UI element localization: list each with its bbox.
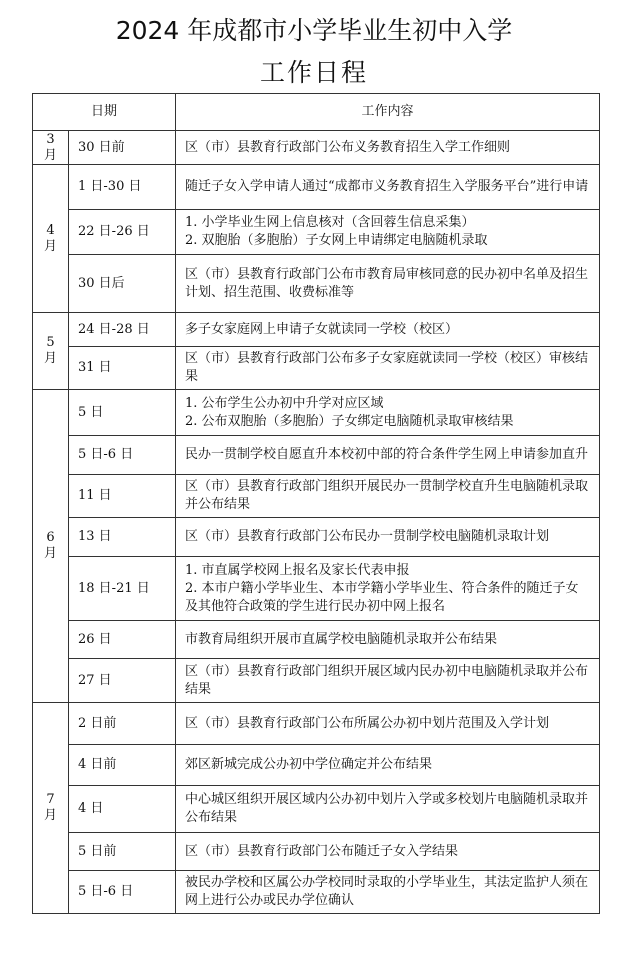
table-row xyxy=(33,313,600,347)
content-line: 区（市）县教育行政部门公布所属公办初中划片范围及入学计划 xyxy=(185,715,550,731)
document-title-line-2: 工作日程 xyxy=(259,58,368,87)
table-row xyxy=(33,745,600,786)
date-cell: 1 日-30 日 xyxy=(69,165,176,210)
table-header-row xyxy=(33,94,600,131)
content-line: 郊区新城完成公办初中学位确定并公布结果 xyxy=(185,757,433,772)
table-row xyxy=(33,871,600,914)
table-row xyxy=(33,165,600,210)
table-row xyxy=(33,786,600,833)
month-label: 3 月 xyxy=(43,131,57,163)
content-cell xyxy=(176,786,600,833)
content-cell xyxy=(176,703,600,745)
date-cell: 5 日 xyxy=(69,390,176,436)
content-line: 1. 公布学生公办初中升学对应区域 xyxy=(185,395,384,411)
content-line: 2. 公布双胞胎（多胞胎）子女绑定电脑随机录取审核结果 xyxy=(185,413,514,429)
content-line: 2. 本市户籍小学毕业生、本市学籍小学毕业生、符合条件的随迁子女及其他符合政策的学生进行民办初中网上报名 xyxy=(185,580,579,614)
schedule-table xyxy=(32,93,600,914)
content-cell xyxy=(176,659,600,703)
content-cell xyxy=(176,745,600,786)
content-line: 多子女家庭网上申请子女就读同一学校（校区） xyxy=(185,321,459,337)
content-cell xyxy=(176,833,600,871)
date-cell: 2 日前 xyxy=(69,703,176,745)
table-row xyxy=(33,557,600,621)
table-row xyxy=(33,703,600,745)
date-cell: 18 日-21 日 xyxy=(69,557,176,621)
month-label: 4 月 xyxy=(43,222,57,254)
table-row xyxy=(33,621,600,659)
table-row xyxy=(33,833,600,871)
content-cell xyxy=(176,621,600,659)
header-content: 工作内容 xyxy=(176,94,600,131)
document-title-line-1: 2024 年成都市小学毕业生初中入学 xyxy=(115,16,513,45)
content-cell xyxy=(176,475,600,518)
date-cell: 30 日前 xyxy=(69,131,176,165)
content-cell xyxy=(176,255,600,313)
table-row xyxy=(33,659,600,703)
date-cell: 31 日 xyxy=(69,347,176,390)
date-cell: 4 日 xyxy=(69,786,176,833)
date-cell: 27 日 xyxy=(69,659,176,703)
content-cell xyxy=(176,871,600,914)
content-line: 区（市）县教育行政部门组织开展民办一贯制学校直升生电脑随机录取并公布结果 xyxy=(185,479,589,512)
month-label: 6 月 xyxy=(43,530,57,561)
month-cell xyxy=(33,313,69,390)
table-row xyxy=(33,255,600,313)
table-row xyxy=(33,210,600,255)
content-line: 区（市）县教育行政部门公布多子女家庭就读同一学校（校区）审核结果 xyxy=(185,351,589,384)
date-cell: 11 日 xyxy=(69,475,176,518)
content-cell xyxy=(176,210,600,255)
date-cell: 24 日-28 日 xyxy=(69,313,176,347)
table-row xyxy=(33,518,600,557)
table-row xyxy=(33,131,600,165)
content-line: 1. 小学毕业生网上信息核对（含回蓉生信息采集） xyxy=(185,215,475,230)
date-cell: 5 日-6 日 xyxy=(69,436,176,475)
table-row xyxy=(33,436,600,475)
table-row xyxy=(33,390,600,436)
date-cell: 5 日前 xyxy=(69,833,176,871)
table-row xyxy=(33,347,600,390)
content-line: 随迁子女入学申请人通过“成都市义务教育招生入学服务平台”进行申请 xyxy=(185,179,589,194)
content-line: 区（市）县教育行政部门组织开展区域内民办初中电脑随机录取并公布结果 xyxy=(185,663,589,697)
content-cell xyxy=(176,347,600,390)
content-line: 被民办学校和区属公办学校同时录取的小学毕业生，其法定监护人须在网上进行公办或民办学位确认 xyxy=(185,875,589,908)
month-cell xyxy=(33,131,69,165)
content-cell xyxy=(176,390,600,436)
content-cell xyxy=(176,557,600,621)
schedule-body xyxy=(33,131,600,914)
content-line: 区（市）县教育行政部门公布市教育局审核同意的民办初中名单及招生计划、招生范围、收费标准等 xyxy=(185,266,589,300)
content-cell xyxy=(176,518,600,557)
content-line: 中心城区组织开展区域内公办初中划片入学或多校划片电脑随机录取并公布结果 xyxy=(185,792,589,825)
date-cell: 5 日-6 日 xyxy=(69,871,176,914)
month-label: 7 月 xyxy=(43,792,57,823)
date-cell: 22 日-26 日 xyxy=(69,210,176,255)
date-cell: 4 日前 xyxy=(69,745,176,786)
date-cell: 13 日 xyxy=(69,518,176,557)
month-label: 5 月 xyxy=(43,335,57,366)
content-line: 民办一贯制学校自愿直升本校初中部的符合条件学生网上申请参加直升 xyxy=(185,447,589,462)
month-cell xyxy=(33,390,69,703)
content-line: 市教育局组织开展市直属学校电脑随机录取并公布结果 xyxy=(185,631,498,647)
date-cell: 26 日 xyxy=(69,621,176,659)
content-cell xyxy=(176,436,600,475)
content-line: 2. 双胞胎（多胞胎）子女网上申请绑定电脑随机录取 xyxy=(185,233,488,248)
date-cell: 30 日后 xyxy=(69,255,176,313)
content-cell xyxy=(176,131,600,165)
content-line: 1. 市直属学校网上报名及家长代表申报 xyxy=(185,562,410,578)
month-cell xyxy=(33,703,69,914)
content-line: 区（市）县教育行政部门公布义务教育招生入学工作细则 xyxy=(185,139,511,155)
header-date: 日期 xyxy=(33,94,176,131)
content-line: 区（市）县教育行政部门公布随迁子女入学结果 xyxy=(185,843,459,859)
table-row xyxy=(33,475,600,518)
content-cell xyxy=(176,165,600,210)
content-line: 区（市）县教育行政部门公布民办一贯制学校电脑随机录取计划 xyxy=(185,529,550,544)
month-cell xyxy=(33,165,69,313)
content-cell xyxy=(176,313,600,347)
